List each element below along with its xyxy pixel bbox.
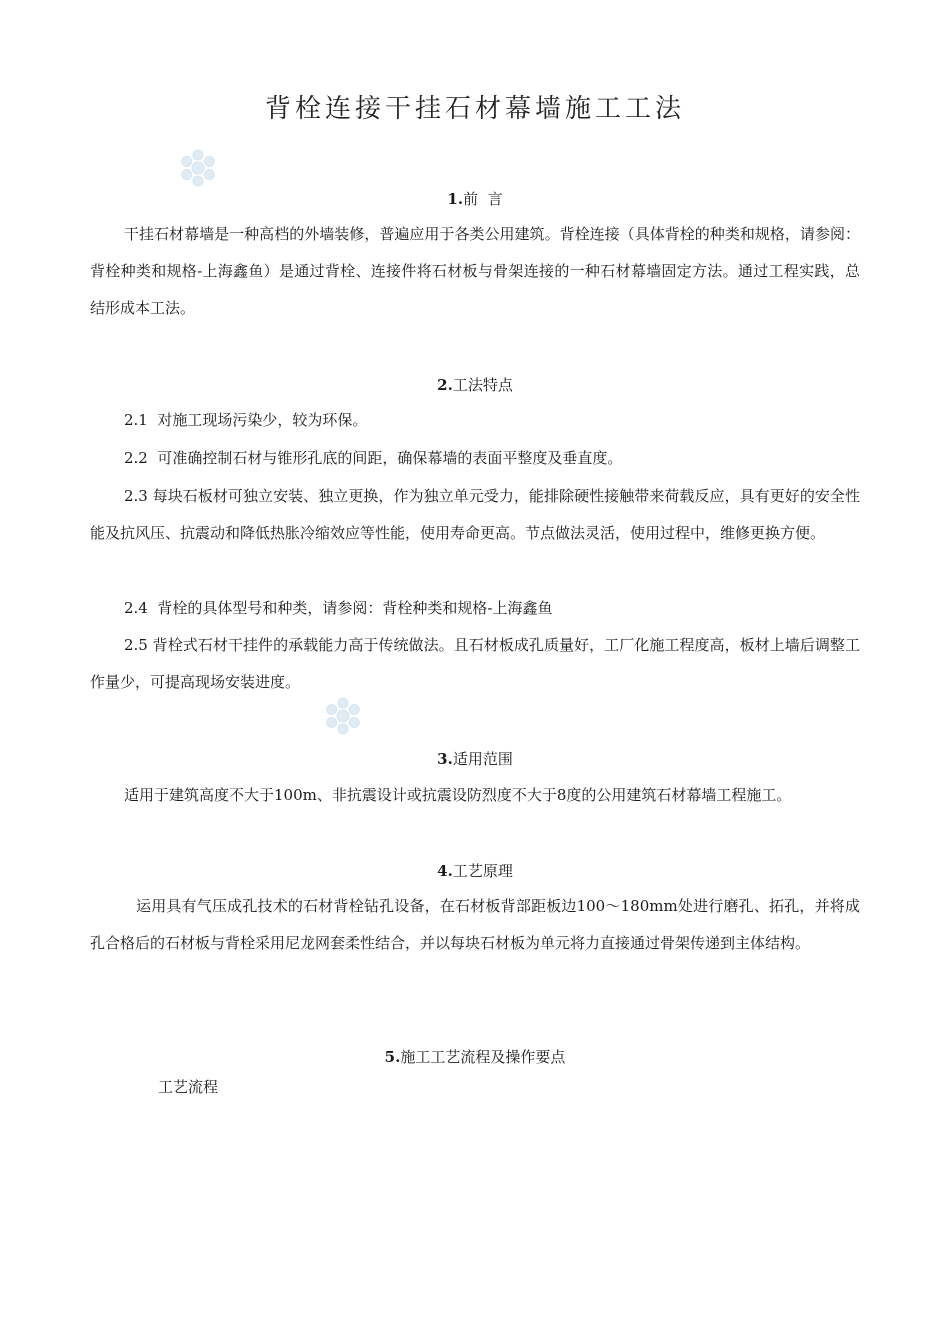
list-item: 2.1 对施工现场污染少，较为环保。 xyxy=(124,411,368,429)
section-heading-5 xyxy=(0,1046,950,1067)
section-heading-2 xyxy=(0,374,950,395)
section-title: 施工工艺流程及操作要点 xyxy=(400,1048,566,1066)
section-title: 适用范围 xyxy=(452,750,513,768)
paragraph: 干挂石材幕墙是一种高档的外墙装修，普遍应用于各类公用建筑。背栓连接（具体背栓的种类和规格，请参阅：背栓种类和规格-上海鑫鱼）是通过背栓、连接件将石材板与骨架连接的一种石材幕墙固定方法。通过工程实践，总结形成本工法。 xyxy=(90,225,860,317)
paragraph: 适用于建筑高度不大于100m、非抗震设计或抗震设防烈度不大于8度的公用建筑石材幕墙工程施工。 xyxy=(124,786,792,804)
section-heading-3 xyxy=(0,748,950,769)
snowflake-icon xyxy=(323,696,363,736)
list-item: 2.3 每块石板材可独立安装、独立更换，作为独立单元受力，能排除硬性接触带来荷载反应，具有更好的安全性能及抗风压、抗震动和降低热胀冷缩效应等性能，使用寿命更高。节点做法灵活，使用过程中，维修更换方便。 xyxy=(90,487,860,542)
section-heading-1 xyxy=(0,188,950,209)
section-number: 3. xyxy=(437,750,453,768)
section-number: 4. xyxy=(437,862,453,880)
list-item: 2.4 背栓的具体型号和种类，请参阅：背栓种类和规格-上海鑫鱼 xyxy=(124,599,553,617)
snowflake-icon xyxy=(178,148,218,188)
subsection-label: 工艺流程 xyxy=(158,1078,219,1096)
document-title: 背栓连接干挂石材幕墙施工工法 xyxy=(264,94,685,124)
list-item: 2.2 可准确控制石材与锥形孔底的间距，确保幕墙的表面平整度及垂直度。 xyxy=(124,449,623,467)
section-title: 前 言 xyxy=(463,190,503,208)
section-title: 工法特点 xyxy=(452,376,513,394)
paragraph: 运用具有气压成孔技术的石材背栓钻孔设备，在石材板背部距板边100～180mm处进行磨孔、拓孔，并将成孔合格后的石材板与背栓采用尼龙网套柔性结合，并以每块石材板为单元将力直接通过骨架传递到主体结构。 xyxy=(90,897,860,952)
list-item: 2.5 背栓式石材干挂件的承载能力高于传统做法。且石材板成孔质量好，工厂化施工程度高，板材上墙后调整工作量少，可提高现场安装进度。 xyxy=(90,636,860,691)
section-title: 工艺原理 xyxy=(452,862,513,880)
section-number: 5. xyxy=(384,1048,401,1066)
section-number: 1. xyxy=(447,190,464,208)
section-number: 2. xyxy=(437,376,453,394)
section-heading-4 xyxy=(0,860,950,881)
